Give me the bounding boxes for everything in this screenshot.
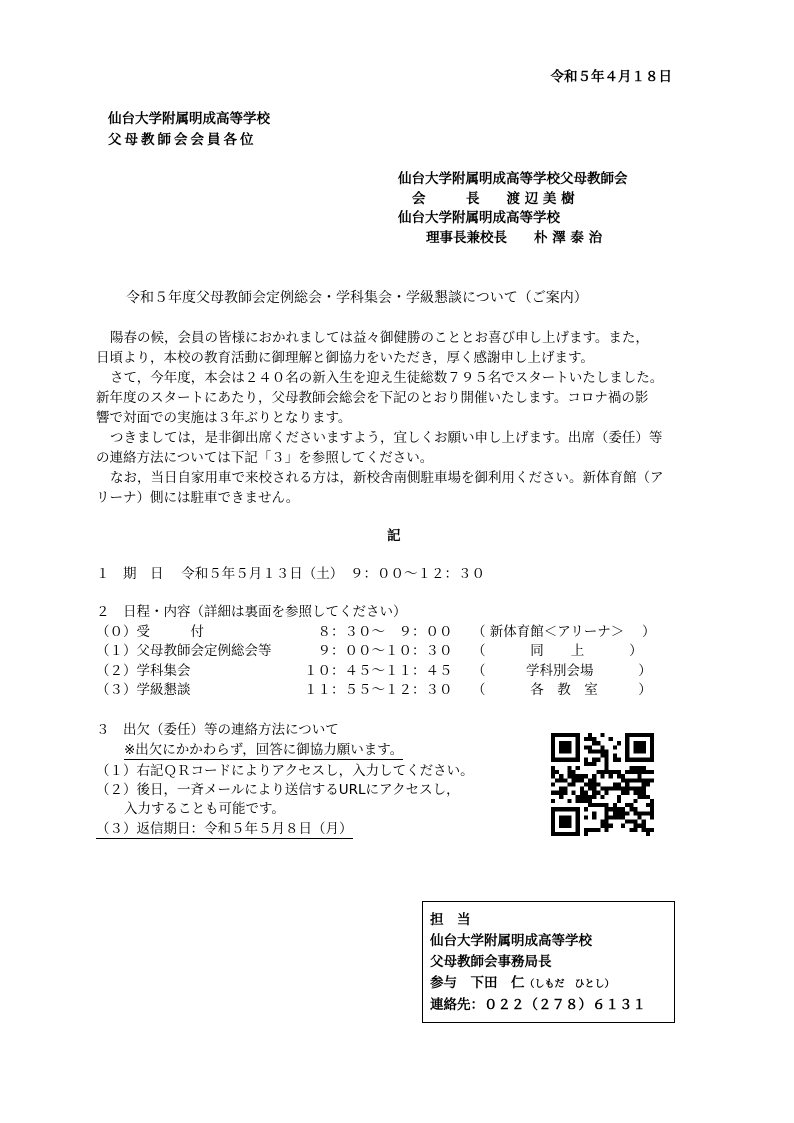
- sender-school: 仙台大学附属明成高等学校: [398, 210, 560, 226]
- reply-deadline: （３）返信期日：令和５年５月８日（月）: [96, 821, 353, 837]
- schedule-time: １１：５５～１２：３０: [304, 682, 453, 698]
- schedule-label: （１）父母教師会定例総会等: [96, 643, 272, 659]
- section-contact-heading: ３ 出欠（委任）等の連絡方法について: [96, 722, 339, 738]
- body-text: [96, 328, 706, 508]
- schedule-time: ８：３０～ ９：００: [304, 624, 453, 640]
- contact-label: 担 当: [430, 912, 471, 928]
- document-date: 令和５年４月１８日: [550, 69, 672, 85]
- contact-person-reading: （しもだ ひとし）: [524, 979, 615, 990]
- body-line: つきましては，是非御出席くださいますよう，宜しくお願い申し上げます。出席（委任）等: [110, 430, 663, 446]
- body-line: 陽春の候，会員の皆様におかれましては益々御健勝のこととお喜び申し上げます。また，: [110, 330, 649, 346]
- schedule-label: （２）学科集会: [96, 663, 191, 679]
- document-title: 令和５年度父母教師会定例総会・学科集会・学級懇談について（ご案内）: [126, 290, 588, 306]
- schedule-label: （３）学級懇談: [96, 682, 191, 698]
- contact-method-2: （２）後日，一斉メールにより送信するURLにアクセスし，: [96, 782, 460, 798]
- body-line: 新年度のスタートにあたり，父母教師会総会を下記のとおり開催いたします。コロナ禍の影: [96, 390, 649, 406]
- section-date: １ 期 日 令和５年５月１３日（土） ９：００～１２：３０: [96, 566, 486, 582]
- contact-role: 父母教師会事務局長: [430, 954, 552, 970]
- contact-method-2-cont: 入力することも可能です。: [124, 801, 285, 817]
- schedule-time: ９：００～１０：３０: [304, 643, 453, 659]
- recipient-members: 父母教師会会員各位: [108, 132, 257, 148]
- body-line: の連絡方法については下記「３」を参照してください。: [96, 450, 434, 466]
- contact-box: [422, 901, 675, 1023]
- qr-code-icon[interactable]: [551, 733, 654, 836]
- section-schedule-heading: ２ 日程・内容（詳細は裏面を参照してください）: [96, 604, 407, 620]
- recipient-school: 仙台大学附属明成高等学校: [108, 111, 270, 127]
- ki-heading: 記: [387, 528, 401, 544]
- body-line: さて，今年度，本会は２４０名の新入生を迎え生徒総数７９５名でスタートいたしました。: [110, 370, 664, 386]
- body-line: リーナ）側には駐車できません。: [96, 490, 300, 506]
- sender-chair: 会 長 渡 辺 美 樹: [412, 191, 575, 207]
- attendance-note: ※出欠にかかわらず，回答に御協力願います。: [124, 742, 404, 758]
- contact-phone: 連絡先：０２２（２７８）６１３１: [430, 997, 646, 1013]
- contact-person-name: 参与 下田 仁: [430, 975, 525, 991]
- sender-principal: 理事長兼校長 朴 澤 泰 治: [426, 230, 603, 246]
- contact-person: [430, 973, 674, 995]
- body-line: 響で対面での実施は３年ぶりとなります。: [96, 410, 352, 426]
- schedule-place: （ 新体育館＜アリーナ＞ ）: [472, 624, 656, 640]
- body-line: 日頃より，本校の教育活動に御理解と御協力をいただき，厚く感謝申し上げます。: [96, 350, 594, 366]
- schedule-time: １０：４５～１１：４５: [304, 663, 453, 679]
- contact-method-1: （１）右記ＱＲコードによりアクセスし，入力してください。: [96, 763, 474, 779]
- schedule-place: （ 同 上 ）: [472, 643, 643, 659]
- body-line: なお，当日自家用車で来校される方は，新校舎南側駐車場を御利用ください。新体育館（ア: [110, 470, 664, 486]
- contact-school: 仙台大学附属明成高等学校: [430, 933, 592, 949]
- sender-org: 仙台大学附属明成高等学校父母教師会: [398, 171, 628, 187]
- schedule-label: （０）受 付: [96, 624, 204, 640]
- schedule-place: （ 学科別会場 ）: [472, 663, 652, 679]
- schedule-place: （ 各 教 室 ）: [472, 682, 652, 698]
